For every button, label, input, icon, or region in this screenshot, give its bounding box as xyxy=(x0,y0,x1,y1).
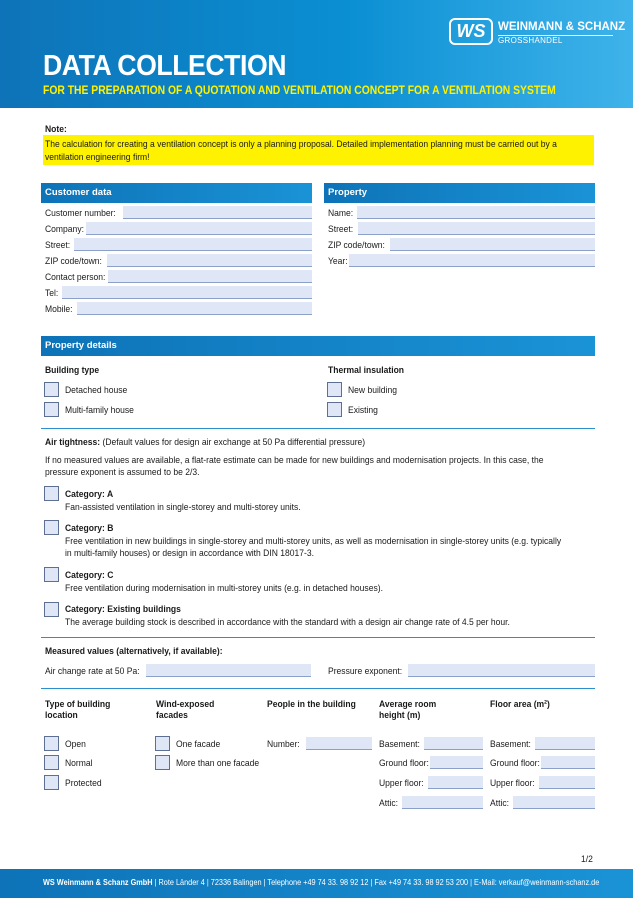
people-title: People in the building xyxy=(267,699,356,710)
category-b-checkbox[interactable] xyxy=(44,520,59,535)
air-intro-line-2: pressure exponent is assumed to be 2/3. xyxy=(45,467,200,478)
category-existing-checkbox[interactable] xyxy=(44,602,59,617)
air-tightness-subtitle: (Default values for design air exchange at 50 Pa differential pressure) xyxy=(100,437,366,448)
contact-person-field[interactable] xyxy=(108,270,312,283)
measured-values-heading: Measured values (alternatively, if available): xyxy=(45,646,223,657)
page-subtitle: FOR THE PREPARATION OF A QUOTATION AND VENTILATION CONCEPT FOR A VENTILATION SYSTEM xyxy=(43,85,556,97)
property-year-field[interactable] xyxy=(349,254,595,267)
tel-label: Tel: xyxy=(45,288,59,299)
property-name-label: Name: xyxy=(328,208,354,219)
one-facade-label: One facade xyxy=(176,739,221,750)
location-title-2: location xyxy=(45,710,78,721)
category-c-checkbox[interactable] xyxy=(44,567,59,582)
customer-number-field[interactable] xyxy=(123,206,312,219)
logo-subtitle: GROSSHANDEL xyxy=(498,36,563,45)
property-name-field[interactable] xyxy=(357,206,595,219)
customer-number-label: Customer number: xyxy=(45,208,116,219)
property-street-field[interactable] xyxy=(358,222,595,235)
wind-title-1: Wind-exposed xyxy=(156,699,215,710)
note-label: Note: xyxy=(45,124,67,135)
thermal-insulation-label: Thermal insulation xyxy=(328,365,405,376)
divider xyxy=(41,637,595,638)
category-existing-title: Category: Existing buildings xyxy=(65,604,181,615)
area-ground-label: Ground floor: xyxy=(490,758,540,769)
divider xyxy=(41,688,595,689)
area-attic-label: Attic: xyxy=(490,798,510,809)
location-normal-label: Normal xyxy=(65,758,93,769)
height-title-1: Average room xyxy=(379,699,437,710)
logo-mark: WS xyxy=(449,18,493,45)
area-basement-field[interactable] xyxy=(535,737,595,750)
logo-name: WEINMANN & SCHANZ xyxy=(498,21,626,33)
multi-facade-label: More than one facade xyxy=(176,758,260,769)
category-existing-desc: The average building stock is described in accordance with the standard with a design air change rate of 4.5 per hour. xyxy=(65,617,510,628)
area-attic-field[interactable] xyxy=(513,796,595,809)
mobile-label: Mobile: xyxy=(45,304,73,315)
area-upper-field[interactable] xyxy=(539,776,595,789)
mobile-field[interactable] xyxy=(77,302,312,315)
area-title: Floor area (m²) xyxy=(490,699,550,710)
customer-zip-field[interactable] xyxy=(107,254,312,267)
people-number-field[interactable] xyxy=(306,737,372,750)
page-title: DATA COLLECTION xyxy=(43,50,287,82)
pressure-exponent-field[interactable] xyxy=(408,664,595,677)
building-type-label: Building type xyxy=(45,365,100,376)
category-c-desc: Free ventilation during modernisation in multi-storey units (e.g. in detached houses). xyxy=(65,583,383,594)
customer-zip-label: ZIP code/town: xyxy=(45,256,102,267)
air-intro-line-1: If no measured values are available, a flat-rate estimate can be made for new buildings and modernisation projects. In this case, the xyxy=(45,455,544,466)
location-title-1: Type of building xyxy=(45,699,111,710)
height-attic-field[interactable] xyxy=(402,796,483,809)
air-tightness-heading xyxy=(45,437,365,448)
air-change-field[interactable] xyxy=(146,664,311,677)
location-protected-checkbox[interactable] xyxy=(44,775,59,790)
contact-person-label: Contact person: xyxy=(45,272,106,283)
one-facade-checkbox[interactable] xyxy=(155,736,170,751)
note-text: The calculation for creating a ventilation concept is only a planning proposal. Detailed implementation planning must be carried out by a ventilation engineering firm! xyxy=(45,139,557,163)
people-number-label: Number: xyxy=(267,739,300,750)
company-logo xyxy=(449,18,626,46)
detached-house-checkbox[interactable] xyxy=(44,382,59,397)
height-ground-label: Ground floor: xyxy=(379,758,429,769)
property-details-header: Property details xyxy=(41,336,595,356)
property-header: Property xyxy=(324,183,595,203)
category-b-desc-2: in multi-family houses) or design in accordance with DIN 18017-3. xyxy=(65,548,315,559)
height-upper-label: Upper floor: xyxy=(379,778,424,789)
category-a-desc: Fan-assisted ventilation in single-storey and multi-storey units. xyxy=(65,502,301,513)
multi-family-checkbox[interactable] xyxy=(44,402,59,417)
company-label: Company: xyxy=(45,224,84,235)
company-field[interactable] xyxy=(86,222,312,235)
area-ground-field[interactable] xyxy=(541,756,595,769)
existing-checkbox[interactable] xyxy=(327,402,342,417)
height-title-2: height (m) xyxy=(379,710,421,721)
category-a-checkbox[interactable] xyxy=(44,486,59,501)
customer-data-header: Customer data xyxy=(41,183,312,203)
height-attic-label: Attic: xyxy=(379,798,399,809)
pressure-exponent-label: Pressure exponent: xyxy=(328,666,403,677)
property-street-label: Street: xyxy=(328,224,354,235)
wind-title-2: facades xyxy=(156,710,188,721)
customer-street-label: Street: xyxy=(45,240,71,251)
air-change-label: Air change rate at 50 Pa: xyxy=(45,666,140,677)
new-building-label: New building xyxy=(348,385,397,396)
category-b-title: Category: B xyxy=(65,523,114,534)
divider xyxy=(41,428,595,429)
footer-text xyxy=(43,877,599,887)
property-zip-label: ZIP code/town: xyxy=(328,240,385,251)
footer-company: WS Weinmann & Schanz GmbH xyxy=(43,877,153,887)
height-ground-field[interactable] xyxy=(430,756,483,769)
height-basement-field[interactable] xyxy=(424,737,483,750)
existing-label: Existing xyxy=(348,405,378,416)
tel-field[interactable] xyxy=(62,286,312,299)
multi-family-label: Multi-family house xyxy=(65,405,134,416)
category-a-title: Category: A xyxy=(65,489,114,500)
page-number: 1/2 xyxy=(581,854,593,865)
height-upper-field[interactable] xyxy=(428,776,483,789)
air-tightness-title: Air tightness: xyxy=(45,437,101,448)
customer-street-field[interactable] xyxy=(74,238,312,251)
area-upper-label: Upper floor: xyxy=(490,778,535,789)
multi-facade-checkbox[interactable] xyxy=(155,755,170,770)
footer-details: | Rote Länder 4 | 72336 Balingen | Telephone +49 74 33. 98 92 12 | Fax +49 74 33. 98 92 53 200 | E-Mail: verkauf@weinmann-schanz.de xyxy=(152,877,600,887)
area-basement-label: Basement: xyxy=(490,739,531,750)
location-open-label: Open xyxy=(65,739,86,750)
location-open-checkbox[interactable] xyxy=(44,736,59,751)
category-c-title: Category: C xyxy=(65,570,114,581)
property-year-label: Year: xyxy=(328,256,348,267)
category-b-desc-1: Free ventilation in new buildings in single-storey and multi-storey units, as well as modernisation in single-storey units (e.g. typically xyxy=(65,536,562,547)
height-basement-label: Basement: xyxy=(379,739,420,750)
new-building-checkbox[interactable] xyxy=(327,382,342,397)
property-zip-field[interactable] xyxy=(390,238,595,251)
detached-house-label: Detached house xyxy=(65,385,128,396)
location-protected-label: Protected xyxy=(65,778,102,789)
location-normal-checkbox[interactable] xyxy=(44,755,59,770)
